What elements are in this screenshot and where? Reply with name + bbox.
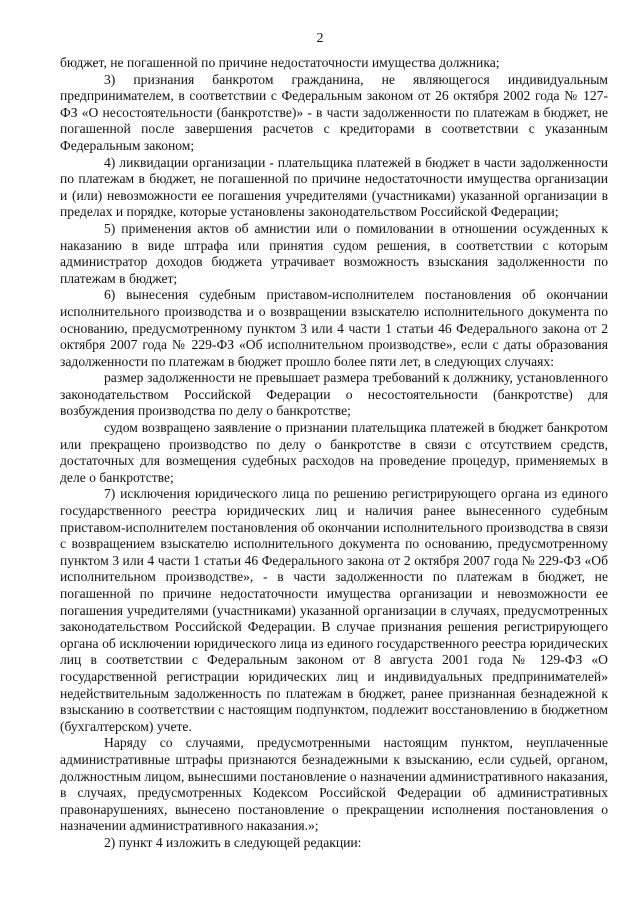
paragraph-item-3: 3) признания банкротом гражданина, не являющегося индивидуальным предпринимателем, в соответствии с Федеральным законом от 26 октября 2002 года № 127-ФЗ «О несостоятельности (банкротстве)» - в части задолженности по платежам в бюджет, не погашенной после завершения расчетов с кредиторами в соответствии с указанным Федеральным законом; — [60, 71, 608, 153]
paragraph-case-court-returned: судом возвращено заявление о признании плательщика платежей в бюджет банкротом или прекращено производство по делу о банкротстве в связи с отсутствием средств, достаточных для возмещения судебных расходов на проведение процедур, применяемых в деле о банкротстве; — [60, 420, 608, 485]
paragraph-item-4: 4) ликвидации организации - плательщика платежей в бюджет в части задолженности по платежам в бюджет, не погашенной по причине недостаточности имущества организации и (или) невозможности ее погашения учредителями (участниками) указанной организации в пределах и порядке, которые установлены законодательством Российской Федерации; — [60, 154, 608, 220]
paragraph-continuation: бюджет, не погашенной по причине недостаточности имущества должника; — [60, 55, 500, 70]
page-number: 2 — [316, 31, 324, 46]
paragraph-item-7: 7) исключения юридического лица по решению регистрирующего органа из единого государственного реестра юридических лиц и наличия ранее вынесенного судебным приставом-исполнителем постановления об окончании исполнительного производства в связи с возвращением взыскателю исполнительного документа по основанию, предусмотренному пунктом 3 или 4 части 1 статьи 46 Федерального закона от 2 октября 2007 года № 229-ФЗ «Об исполнительном производстве», - в части задолженности по платежам в бюджет, не погашенной по причине недостаточности имущества организации и невозможности ее погашения учредителями (участниками) указанной организации в случаях, предусмотренных законодательством Российской Федерации. В случае признания решения регистрирующего органа об исключении юридического лица из единого государственного реестра юридических лиц в соответствии с Федеральным законом от 8 августа 2001 года № 129-ФЗ «О государственной регистрации юридических лиц и индивидуальных предпринимателей» недействительным задолженность по платежам в бюджет, ранее признанная безнадежной к взысканию в соответствии с настоящим подпунктом, подлежит восстановлению в бюджетном (бухгалтерском) учете. — [60, 486, 608, 734]
paragraph-point-4-intro: 2) пункт 4 изложить в следующей редакции: — [104, 834, 362, 850]
paragraph-case-debt-size: размер задолженности не превышает размера требований к должнику, установленного законодательством Российской Федерации о несостоятельности (банкротстве) для возбуждения производства по делу о банкротстве; — [60, 370, 608, 419]
paragraph-item-5: 5) применения актов об амнистии или о помиловании в отношении осужденных к наказанию в виде штрафа или принятия судом решения, в соответствии с которым администратор доходов бюджета утрачивает возможность взыскания задолженности по платежам в бюджет; — [60, 220, 608, 286]
document-body — [60, 55, 608, 852]
paragraph-fines: Наряду со случаями, предусмотренными настоящим пунктом, неуплаченные административные штрафы признаются безнадежными к взысканию, если судьей, органом, должностным лицом, вынесшими постановление о назначении административного наказания, в случаях, предусмотренных Кодексом Российской Федерации об административных правонарушениях, вынесено постановление о прекращении исполнения постановления о назначении административного наказания.»; — [60, 735, 608, 834]
paragraph-item-6: 6) вынесения судебным приставом-исполнителем постановления об окончании исполнительного производства и о возвращении взыскателю исполнительного документа по основанию, предусмотренному пунктом 3 или 4 части 1 статьи 46 Федерального закона от 2 октября 2007 года № 229-ФЗ «Об исполнительном производстве», если с даты образования задолженности по платежам в бюджет прошло более пяти лет, в следующих случаях: — [60, 287, 608, 369]
